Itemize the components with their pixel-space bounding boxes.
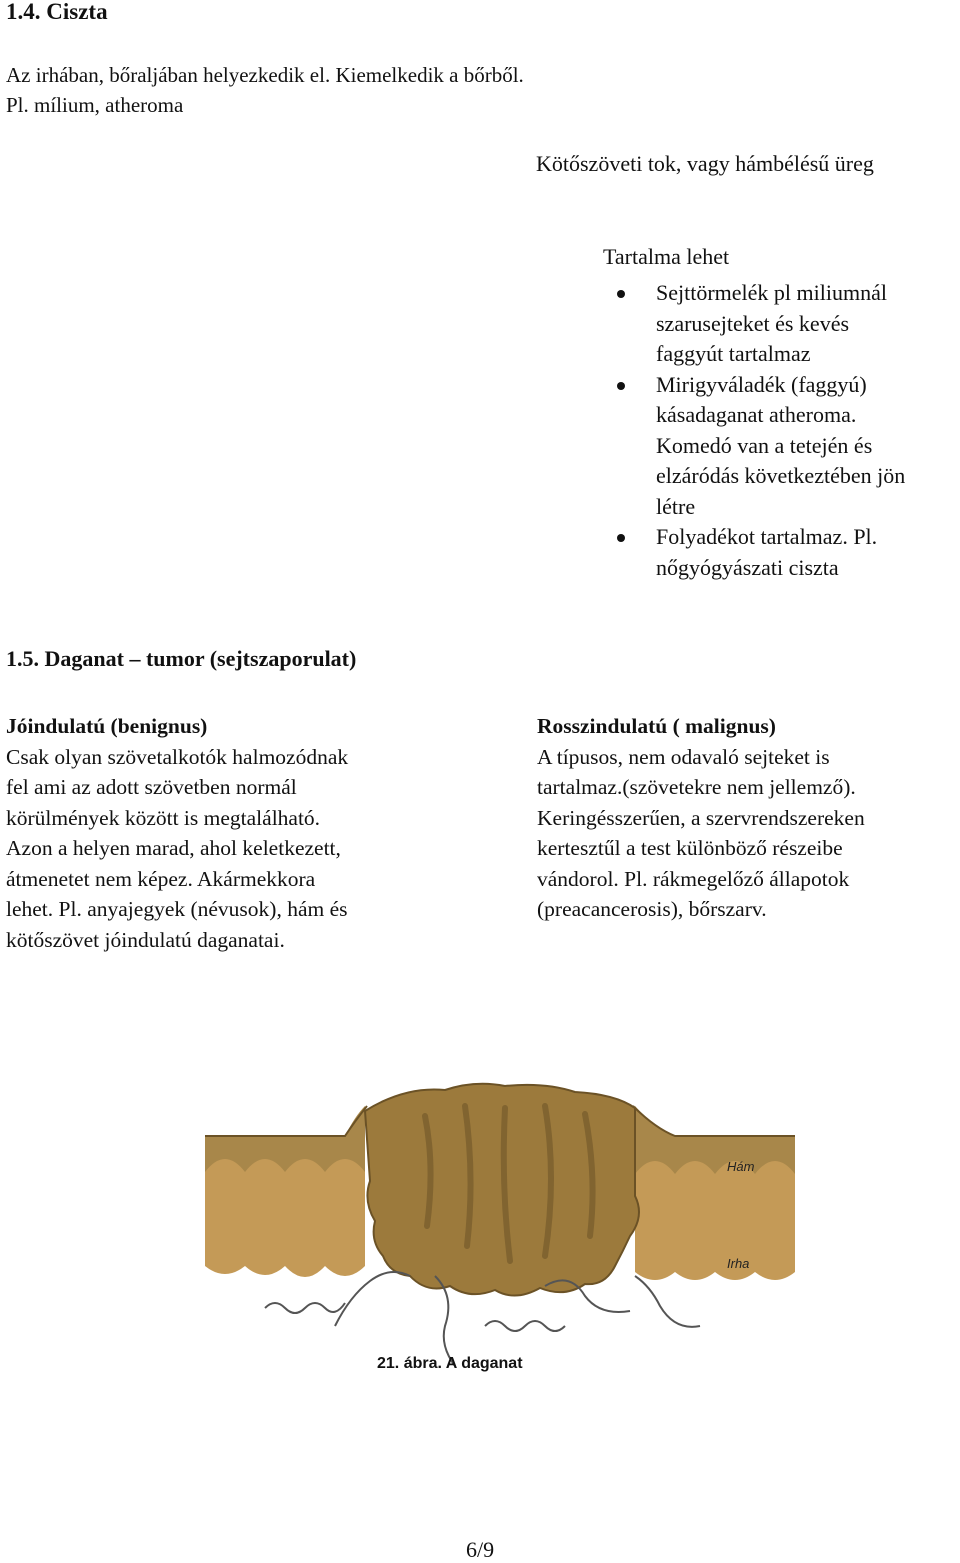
malignant-line: (preacancerosis), bőrszarv. xyxy=(537,897,767,921)
malignant-line: vándorol. Pl. rákmegelőző állapotok xyxy=(537,866,850,891)
list-item-line: Komedó van a tetején és xyxy=(656,432,873,458)
list-item xyxy=(600,278,945,370)
label-epidermis: Hám xyxy=(727,1159,755,1174)
list-item xyxy=(600,370,945,523)
intro-line: Pl. mílium, atheroma xyxy=(6,93,184,117)
list-item xyxy=(600,522,945,583)
list-item-line: létre xyxy=(656,493,696,519)
malignant-line: Keringésszerűen, a szervrendszereken xyxy=(537,805,865,830)
bullet-icon xyxy=(617,534,625,542)
cyst-content-list xyxy=(600,278,945,583)
benign-line: Azon a helyen marad, ahol keletkezett, xyxy=(6,836,341,860)
bullet-icon xyxy=(617,290,625,298)
list-item-line: szarusejteket és kevés xyxy=(656,310,850,336)
section-title-cyst: 1.4. Ciszta xyxy=(6,0,108,24)
malignant-line: kertesztűl a test különböző részeibe xyxy=(537,836,843,860)
list-item-line: Sejttörmelék pl miliumnál xyxy=(656,280,887,305)
benign-line: körülmények között is megtalálható. xyxy=(6,805,321,830)
malignant-column xyxy=(537,711,957,925)
fiber xyxy=(435,1276,455,1366)
section-title-tumor: 1.5. Daganat – tumor (sejtszaporulat) xyxy=(6,646,357,671)
benign-line: lehet. Pl. anyajegyek (névusok), hám és xyxy=(6,897,348,921)
malignant-heading: Rosszindulatú ( malignus) xyxy=(537,714,776,738)
epidermis-top-line xyxy=(205,1106,367,1136)
fiber xyxy=(335,1272,410,1326)
fiber xyxy=(635,1276,700,1327)
fiber xyxy=(265,1303,345,1313)
label-dermis: Irha xyxy=(727,1256,750,1271)
cyst-wall-text: Kötőszöveti tok, vagy hámbélésű üreg xyxy=(536,151,874,176)
list-item-line: faggyút tartalmaz xyxy=(656,341,811,366)
tumor-illustration xyxy=(205,1076,805,1376)
benign-heading: Jóindulatú (benignus) xyxy=(6,714,208,738)
list-item-line: Folyadékot tartalmaz. Pl. xyxy=(656,524,878,549)
intro-line: Az irhában, bőraljában helyezkedik el. Kiemelkedik a bőrből. xyxy=(6,63,524,87)
list-item-line: nőgyógyászati ciszta xyxy=(656,554,839,580)
benign-line: Csak olyan szövetalkotók halmozódnak xyxy=(6,744,349,769)
cyst-content-heading: Tartalma lehet xyxy=(603,244,730,269)
list-item-line: Mirigyváladék (faggyú) xyxy=(656,371,867,397)
malignant-line: tartalmaz.(szövetekre nem jellemző). xyxy=(537,775,856,799)
cyst-intro xyxy=(6,60,524,120)
page-number: 6/9 xyxy=(466,1537,495,1562)
benign-line: átmenetet nem képez. Akármekkora xyxy=(6,866,316,891)
benign-line: kötőszövet jóindulatú daganatai. xyxy=(6,927,285,952)
bullet-icon xyxy=(617,382,625,390)
benign-line: fel ami az adott szövetben normál xyxy=(6,775,297,799)
figure-caption: 21. ábra. A daganat xyxy=(377,1355,523,1372)
fiber xyxy=(485,1321,565,1331)
list-item-line: kásadaganat atheroma. xyxy=(656,402,857,427)
malignant-line: A típusos, nem odavaló sejteket is xyxy=(537,744,830,769)
list-item-line: elzáródás következtében jön xyxy=(656,463,906,488)
benign-column xyxy=(6,711,466,955)
